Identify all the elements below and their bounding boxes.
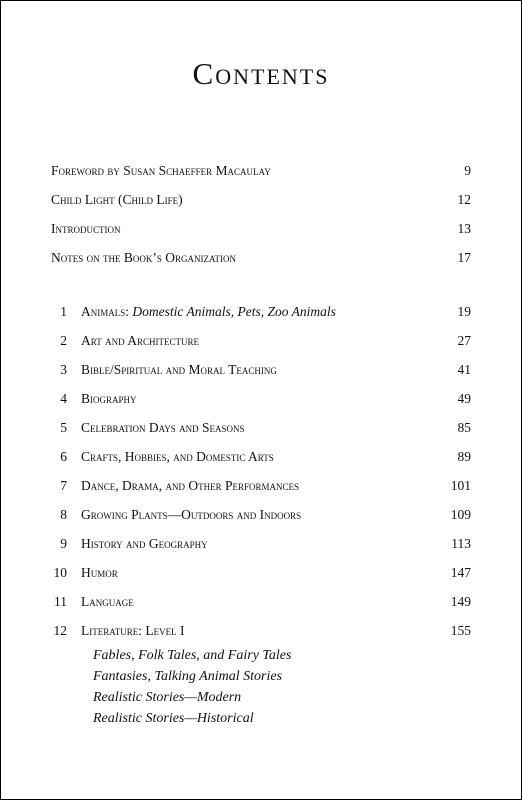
chapter-number: 7	[60, 478, 67, 493]
toc-chapter-9	[51, 533, 471, 555]
chapter-page: 85	[457, 420, 471, 435]
chapter-label: Language	[81, 594, 134, 609]
chapter-page: 155	[450, 623, 471, 638]
chapter-subtitle: Domestic Animals, Pets, Zoo Animals	[129, 304, 336, 319]
toc-chapter-3	[51, 359, 471, 381]
chapter-page: 109	[450, 507, 471, 522]
chapter-page: 101	[450, 478, 471, 493]
toc-chapter-5	[51, 417, 471, 439]
toc-chapter-8	[51, 504, 471, 526]
chapter-label: Celebration Days and Seasons	[81, 420, 245, 435]
toc-subsection: Realistic Stories—Historical	[93, 711, 254, 726]
chapter-page: 113	[451, 536, 471, 551]
toc-chapter-2	[51, 330, 471, 352]
chapter-page: 19	[457, 304, 471, 319]
toc-entry-page: 13	[457, 221, 471, 236]
chapter-title	[81, 301, 336, 323]
toc-entry-label: Child Light (Child Life)	[51, 192, 183, 207]
chapter-label: History and Geography	[81, 536, 208, 551]
chapter-label: Art and Architecture	[81, 333, 199, 348]
toc-chapter-1	[51, 301, 471, 323]
chapter-label: Animals:	[81, 304, 130, 319]
toc-entry-label: Notes on the Book’s Organization	[51, 250, 236, 265]
chapter-number: 1	[60, 304, 67, 319]
toc-entry-label: Foreword by Susan Schaeffer Macaulay	[51, 163, 271, 178]
toc-chapter-11	[51, 591, 471, 613]
chapter-number: 3	[60, 362, 67, 377]
chapter-label: Literature: Level I	[81, 623, 185, 638]
toc-subsection: Fantasies, Talking Animal Stories	[93, 669, 283, 684]
chapter-label: Bible/Spiritual and Moral Teaching	[81, 362, 277, 377]
toc-entry-page: 12	[457, 192, 471, 207]
chapter-page: 147	[450, 565, 471, 580]
chapter-page: 89	[457, 449, 471, 464]
toc-entry-foreword	[51, 160, 471, 182]
toc-chapter-6	[51, 446, 471, 468]
toc-entry-child-light	[51, 189, 471, 211]
chapter-page: 49	[457, 391, 471, 406]
toc-entry-notes	[51, 247, 471, 269]
toc-chapter-12	[51, 620, 471, 642]
chapter-page: 41	[457, 362, 471, 377]
toc-entry-page: 17	[457, 250, 471, 265]
toc-subsection: Realistic Stories—Modern	[93, 690, 242, 705]
chapter-number: 10	[53, 565, 67, 580]
chapter-label: Dance, Drama, and Other Performances	[81, 478, 300, 493]
chapter-label: Biography	[81, 391, 137, 406]
toc-chapter-7	[51, 475, 471, 497]
chapter-number: 9	[60, 536, 67, 551]
toc-entry-label: Introduction	[51, 221, 121, 236]
chapter-page: 149	[450, 594, 471, 609]
chapter-number: 5	[60, 420, 67, 435]
toc-entry-page: 9	[464, 163, 471, 178]
page-title: Contents	[192, 56, 330, 91]
toc-entry-introduction	[51, 218, 471, 240]
toc-chapter-4	[51, 388, 471, 410]
chapter-number: 4	[60, 391, 67, 406]
chapter-label: Humor	[81, 565, 118, 580]
toc-chapter-10	[51, 562, 471, 584]
chapter-number: 12	[53, 623, 67, 638]
chapter-number: 2	[60, 333, 67, 348]
chapter-label: Crafts, Hobbies, and Domestic Arts	[81, 449, 274, 464]
chapter-label: Growing Plants—Outdoors and Indoors	[81, 507, 302, 522]
chapter-page: 27	[457, 333, 471, 348]
toc-subsection: Fables, Folk Tales, and Fairy Tales	[93, 648, 292, 663]
chapter-number: 8	[60, 507, 67, 522]
chapter-number: 11	[54, 594, 67, 609]
chapter-number: 6	[60, 449, 67, 464]
